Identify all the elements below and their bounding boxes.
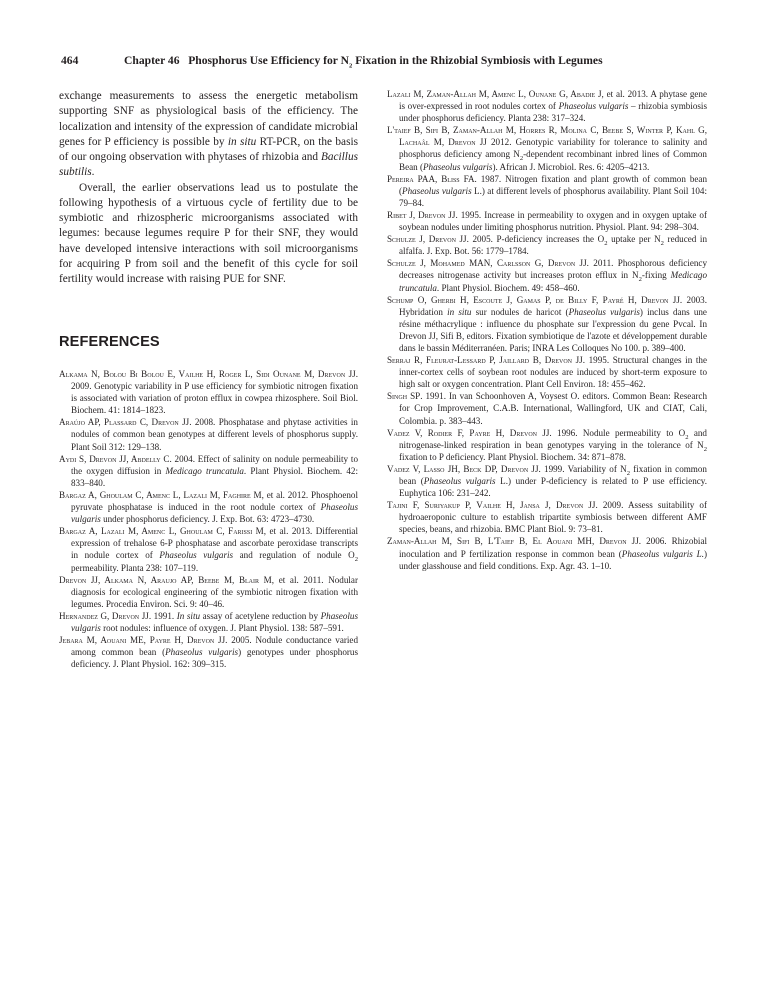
page-number: 464 (61, 54, 79, 67)
reference-entry: Alkama N, Bolou Bi Bolou E, Vailhe H, Roger L, Sidi Ounane M, Drevon JJ. 2009. Genotypic variability in P use efficiency for symbiotic nitrogen fixation is associated with variation of proton efflux in cowpea rhizosphere. Soil Biol. Biochem. 41: 1814–1823. (59, 369, 358, 416)
reference-entry: Drevon JJ, Alkama N, Araujo AP, Beebe M, Blair M, et al. 2011. Nodular diagnosis for ecological engineering of the symbiotic nitrogen fixation with legumes. Procedia Environ. Sci. 9: 40–46. (59, 574, 358, 609)
reference-entry: Araújo AP, Plassard C, Drevon JJ. 2008. Phosphatase and phytase activities in nodules of common bean genotypes at different levels of phosphorus supply. Plant Soil 312: 129–138. (59, 417, 358, 452)
reference-entry: Pereira PAA, Bliss FA. 1987. Nitrogen fixation and plant growth of common bean (Phaseolus vulgaris L.) at different levels of phosphorus availability. Plant Soil 104: 79–84. (387, 173, 707, 208)
reference-entry: Ribet J, Drevon JJ. 1995. Increase in permeability to oxygen and in oxygen uptake of soybean nodules under limiting phosphorus nutrition. Physiol. Plant. 94: 298–304. (387, 209, 707, 233)
reference-entry: Zaman-Allah M, Sifi B, L'Taief B, El Aouani MH, Drevon JJ. 2006. Rhizobial inoculation and P fertilization response in common bean (Phaseolus vulgaris L.) under glasshouse and field conditions. Exp. Agr. 43. 1–10. (387, 536, 708, 571)
reference-entry: Bargaz A, Lazali M, Amenc L, Ghoulam C, Farissi M, et al. 2013. Differential expression of trehalose 6-P phosphatase and ascorbate peroxidase transcripts in nodule cortex of Phaseolus vulgaris and regulation of nodule $O_2$ permeability. Planta 238: 107–119. (59, 526, 359, 573)
running-title: Chapter 46 Phosphorus Use Efficiency for $N_2$ Fixation in the Rhizobial Symbiosis with Legumes (124, 54, 603, 70)
reference-entry: Vadez V, Rodier F, Payre H, Drevon JJ. 1996. Nodule permeability to $O_2$ and nitrogenase-linked respiration in bean genotypes varying in the tolerance of $N_2$ fixation to P deficiency. Plant Physiol. Biochem. 34: 871–878. (387, 427, 707, 462)
reference-entry: Vadez V, Lasso JH, Beck DP, Drevon JJ. 1999. Variability of $N_2$ fixation in common bean (Phaseolus vulgaris L.) under P-deficiency is related to P use efficiency. Euphytica 106: 231–242. (387, 463, 708, 499)
reference-entry: Hernandez G, Drevon JJ. 1991. In situ assay of acetylene reduction by Phaseolus vulgaris root nodules: influence of oxygen. J. Plant Physiol. 138: 587–591. (59, 610, 358, 633)
reference-entry: Serraj R, Fleurat-Lessard P, Jaillard B, Drevon JJ. 1995. Structural changes in the inner-cortex cells of soybean root nodules are induced by short-term exposure to high salt or oxygen concentration. Plant Cell Environ. 18: 455–462. (387, 355, 707, 390)
reference-entry: Jebara M, Aouani ME, Payre H, Drevon JJ. 2005. Nodule conductance varied among common bean (Phaseolus vulgaris) genotypes under phosphorus deficiency. J. Plant Physiol. 162: 309–315. (59, 635, 359, 670)
body-text-column (59, 89, 358, 287)
reference-entry: Singh SP. 1991. In van Schoonhoven A, Voysest O. editors. Common Bean: Research for Crop Improvement, C.A.B. International, Wallingford, UK and CIAT, Cali, Colombia. p. 383–443. (387, 391, 707, 426)
reference-entry: L'taief B, Sifi B, Zaman-Allah M, Horres R, Molina C, Beebe S, Winter P, Kahl G, Lachaâl M, Drevon JJ 2012. Genotypic variability for tolerance to salinity and phosphorus deficiency among $N_2$-dependent recombinant inbred lines of Common Bean (Phaseolus vulgaris). African J. Microbiol. Res. 6: 4205–4213. (387, 125, 707, 172)
references-list-right (387, 88, 707, 572)
references-list-left (59, 368, 358, 670)
references-heading: REFERENCES (59, 334, 160, 350)
reference-entry: Tajini F, Suriyakup P, Vailhe H, Jansa J, Drevon JJ. 2009. Assess suitability of hydroaeroponic culture to establish tripartite symbiosis between different AMF species, beans, and rhizobia. BMC Plant Biol. 9: 73–81. (387, 500, 707, 535)
reference-entry: Schump O, Gherbi H, Escoute J, Gamas P, de Billy F, Payré H, Drevon JJ. 2003. Hybridation in situ sur nodules de haricot (Phaseolus vulgaris) inclus dans une résine méthacrylique : influence du phosphate sur l'expression du gene Pvcal. In Drevon JJ, Sifi B, editors. Fixation symbiotique de l'azote et développement durable dans le bassin Méditerranéen. Paris; INRA Les Colloques No 100. p. 389–400. (387, 294, 707, 353)
body-paragraph: exchange measurements to assess the energetic metabolism supporting SNF as physiological basis of the efficiency. The localization and intensity of the expression of candidate microbial genes for P efficiency is possible by in situ RT-PCR, on the basis of our ongoing observation with phytases of rhizobia and Bacillus subtilis. (59, 90, 358, 179)
body-paragraph: Overall, the earlier observations lead us to postulate the following hypothesis of a virtuous cycle of fertility due to be symbiotic and rhizospheric microorganisms associated with legumes: because legumes require P for their SNF, they would have developed intensive interactions with soil microorganisms for acquiring P from soil and the benefit of this cycle for soil fertility would increase with raising PUE for SNF. (59, 181, 358, 285)
page-header (61, 54, 706, 70)
reference-entry: Schulze J, Mohamed MAN, Carlsson G, Drevon JJ. 2011. Phosphorous deficiency decreases nitrogenase activity but increases proton efflux in $N_2$-fixing Medicago truncatula. Plant Physiol. Biochem. 49: 458–460. (387, 258, 708, 293)
reference-entry: Bargaz A, Ghoulam C, Amenc L, Lazali M, Faghire M, et al. 2012. Phosphoenol pyruvate phosphatase is induced in the root nodule cortex of Phaseolus vulgaris under phosphorus deficiency. J. Exp. Bot. 63: 4723–4730. (59, 489, 358, 525)
reference-entry: Schulze J, Drevon JJ. 2005. P-deficiency increases the $O_2$ uptake per $N_2$ reduced in alfalfa. J. Exp. Bot. 56: 1779–1784. (387, 234, 707, 257)
reference-entry: Aydi S, Drevon JJ, Abdelly C. 2004. Effect of salinity on nodule permeability to the oxygen diffusion in Medicago truncatula. Plant Physiol. Biochem. 42: 833–840. (59, 453, 358, 488)
reference-entry: Lazali M, Zaman-Allah M, Amenc L, Ounane G, Abadie J, et al. 2013. A phytase gene is over-expressed in root nodules cortex of Phaseolus vulgaris – rhizobia symbiosis under phosphorus deficiency. Planta 238: 317–324. (387, 89, 707, 124)
